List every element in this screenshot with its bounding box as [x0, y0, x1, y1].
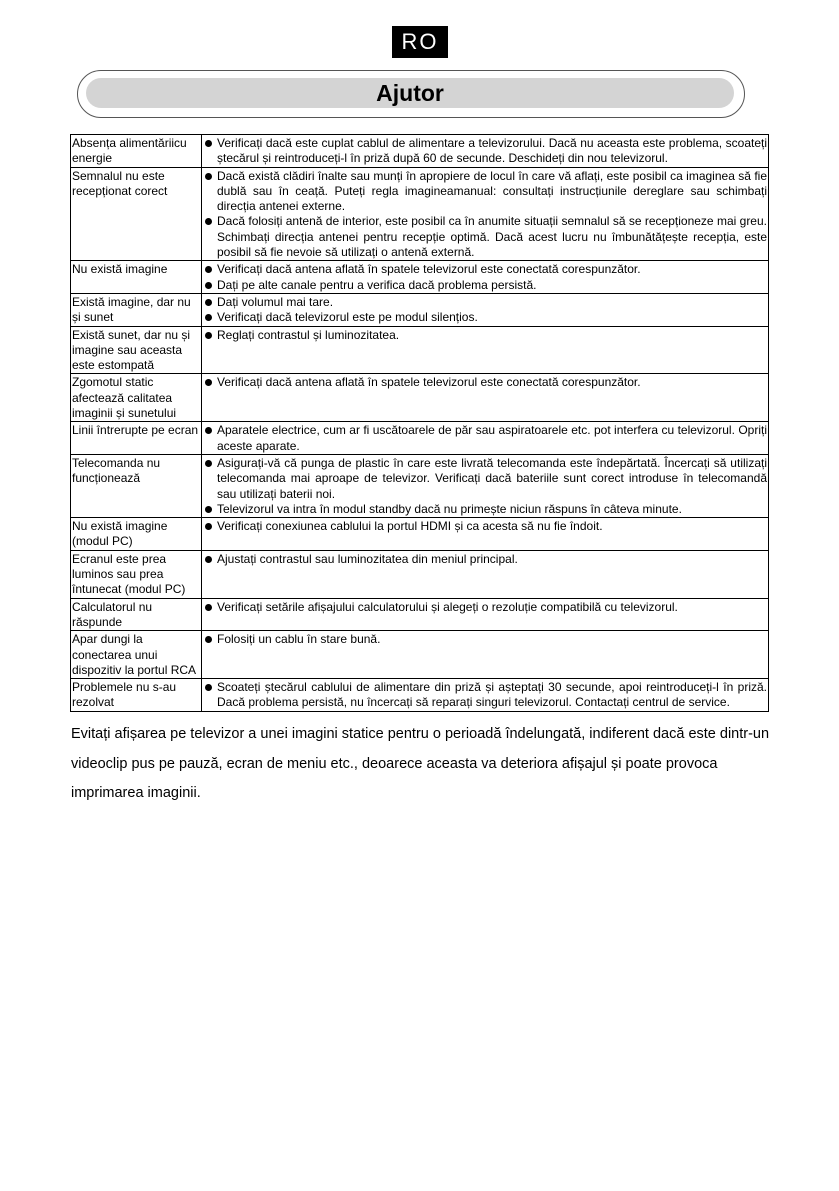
solution-cell [202, 261, 769, 294]
solution-cell [202, 135, 769, 168]
table-row [71, 679, 769, 712]
table-row [71, 631, 769, 679]
solution-list [203, 423, 767, 454]
table-row [71, 135, 769, 168]
solution-list [203, 169, 767, 261]
solution-cell [202, 374, 769, 422]
solution-list [203, 262, 767, 293]
solution-list [203, 375, 767, 390]
solution-item: Dacă există clădiri înalte sau munți în apropiere de locul în care vă aflați, este posibil ca imaginea să fie dublă sau în ceață. Puteți regla imagineamanual: consultați instrucțiunile dereglare sau schimbați direcția antenei externe. [203, 169, 767, 215]
solution-cell [202, 550, 769, 598]
problem-cell: Ecranul este prea luminos sau prea întunecat (modul PC) [71, 550, 202, 598]
solution-item: Televizorul va intra în modul standby dacă nu primește niciun răspuns în câteva minute. [203, 502, 767, 517]
problem-cell: Zgomotul static afectează calitatea imaginii și sunetului [71, 374, 202, 422]
solution-cell [202, 326, 769, 374]
solution-item: Verificați conexiunea cablului la portul HDMI și ca acesta să nu fie îndoit. [203, 519, 767, 534]
solution-list [203, 295, 767, 326]
solution-list [203, 328, 767, 343]
solution-cell [202, 422, 769, 455]
solution-cell [202, 598, 769, 631]
solution-item: Ajustați contrastul sau luminozitatea din meniul principal. [203, 552, 767, 567]
solution-cell [202, 454, 769, 517]
table-row [71, 261, 769, 294]
table-row [71, 167, 769, 261]
solution-item: Dacă folosiți antenă de interior, este posibil ca în anumite situații semnalul să se recepționeze mai greu. Schimbați direcția antenei pentru recepție optimă. Dacă acest lucru nu îmbunătățește recepția, este posibil să fie nevoie să utilizați o antenă externă. [203, 214, 767, 260]
solution-cell [202, 679, 769, 712]
page-title: Ajutor [86, 78, 734, 108]
table-row [71, 422, 769, 455]
solution-item: Scoateți ștecărul cablului de alimentare din priză și așteptați 30 secunde, apoi reintroduceți-l în priză. Dacă problema persistă, nu încercați să reparați singuri televizorul. Contactați centrul de service. [203, 680, 767, 711]
solution-list [203, 600, 767, 615]
problem-cell: Nu există imagine (modul PC) [71, 518, 202, 551]
problem-cell: Nu există imagine [71, 261, 202, 294]
solution-cell [202, 631, 769, 679]
solution-cell [202, 293, 769, 326]
solution-cell [202, 167, 769, 261]
language-badge: RO [392, 26, 448, 58]
table-row [71, 293, 769, 326]
solution-list [203, 552, 767, 567]
solution-item: Verificați dacă televizorul este pe modul silențios. [203, 310, 767, 325]
table-row [71, 326, 769, 374]
solution-item: Reglați contrastul și luminozitatea. [203, 328, 767, 343]
solution-item: Verificați dacă antena aflată în spatele televizorul este conectată corespunzător. [203, 375, 767, 390]
solution-item: Verificați dacă antena aflată în spatele televizorul este conectată corespunzător. [203, 262, 767, 277]
table-row [71, 374, 769, 422]
problem-cell: Problemele nu s-au rezolvat [71, 679, 202, 712]
table-row [71, 454, 769, 517]
problem-cell: Există sunet, dar nu și imagine sau aceasta este estompată [71, 326, 202, 374]
solution-item: Folosiți un cablu în stare bună. [203, 632, 767, 647]
solution-item: Verificați dacă este cuplat cablul de alimentare a televizorului. Dacă nu aceasta este problema, scoateți ștecărul și reintroduceți-l în priză după 60 de secunde. Deschideți din nou televizorul. [203, 136, 767, 167]
troubleshooting-table [70, 134, 769, 712]
table-row [71, 550, 769, 598]
solution-list [203, 136, 767, 167]
problem-cell: Linii întrerupte pe ecran [71, 422, 202, 455]
problem-cell: Semnalul nu este recepționat corect [71, 167, 202, 261]
solution-list [203, 519, 767, 534]
solution-item: Verificați setările afișajului calculatorului și alegeți o rezoluție compatibilă cu televizorul. [203, 600, 767, 615]
problem-cell: Există imagine, dar nu și sunet [71, 293, 202, 326]
solution-cell [202, 518, 769, 551]
solution-item: Asigurați-vă că punga de plastic în care este livrată telecomanda este îndepărtată. Încercați să utilizați telecomanda mai aproape de televizor. Verificați dacă bateriile sunt corect introduse în telecomandă sau utilizați baterii noi. [203, 456, 767, 502]
table-row [71, 598, 769, 631]
table-row [71, 518, 769, 551]
solution-list [203, 456, 767, 517]
problem-cell: Apar dungi la conectarea unui dispozitiv la portul RCA [71, 631, 202, 679]
problem-cell: Absența alimentăriicu energie [71, 135, 202, 168]
solution-item: Dați pe alte canale pentru a verifica dacă problema persistă. [203, 278, 767, 293]
static-image-warning: Evitați afișarea pe televizor a unei imagini statice pentru o perioadă îndelungată, indiferent dacă este dintr-un videoclip pus pe pauză, ecran de meniu etc., deoarece aceasta va deteriora afișajul și poate provoca imprimarea imaginii. [71, 726, 770, 801]
solution-list [203, 680, 767, 711]
solution-list [203, 632, 767, 647]
problem-cell: Calculatorul nu răspunde [71, 598, 202, 631]
solution-item: Aparatele electrice, cum ar fi uscătoarele de păr sau aspiratoarele etc. pot interfera cu televizorul. Opriți aceste aparate. [203, 423, 767, 454]
problem-cell: Telecomanda nu funcționează [71, 454, 202, 517]
solution-item: Dați volumul mai tare. [203, 295, 767, 310]
